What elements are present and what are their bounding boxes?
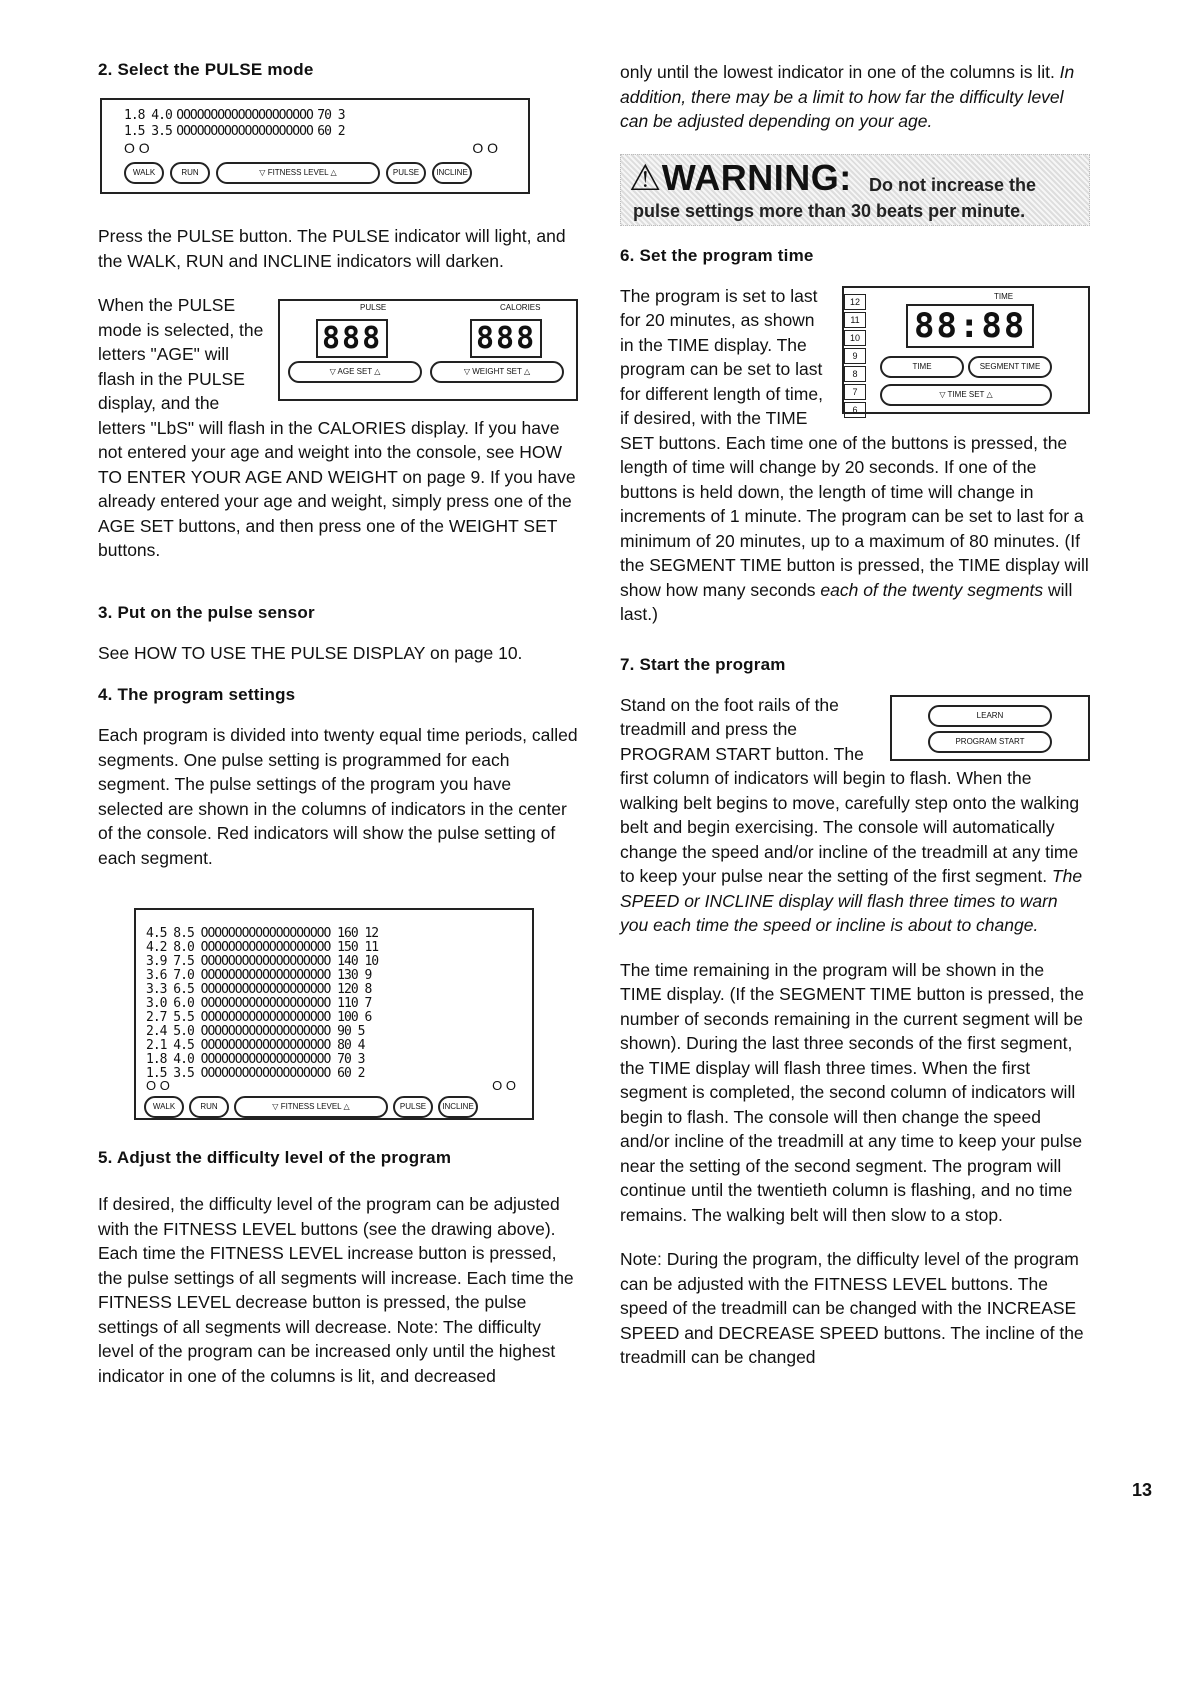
speed-label: 3.9 7.5: [146, 954, 194, 969]
paragraph: See HOW TO USE THE PULSE DISPLAY on page 10.: [98, 642, 523, 663]
indicator-row: [146, 938, 379, 955]
warning-title: ⚠WARNING:: [629, 156, 852, 198]
pulse-label: 60 2: [337, 1066, 365, 1081]
page-number: 13: [1132, 1480, 1153, 1500]
indicator-row: [146, 1036, 378, 1053]
mode-indicators: O O: [146, 1078, 170, 1093]
indicator-row: [146, 1022, 378, 1039]
pulse-label: 120 8: [337, 982, 372, 997]
speed-label: 2.4 5.0: [146, 1024, 194, 1039]
warning-box: [620, 154, 1090, 226]
indicator-row: [146, 924, 379, 941]
time-display-label: TIME: [994, 291, 1014, 301]
level-number: 10: [844, 330, 866, 346]
indicator-leds: OOOOOOOOOOOOOOOOOOO: [193, 1052, 338, 1067]
mode-indicators-right: O O: [472, 140, 498, 156]
indicator-row: [146, 980, 378, 997]
triangle-down-icon: ▽: [272, 1102, 279, 1111]
time-digits: 88:88: [906, 304, 1034, 348]
time-set-button[interactable]: ▽ TIME SET △: [880, 384, 1052, 406]
speed-label: 1.5 3.5: [146, 1066, 194, 1081]
indicator-leds: OOOOOOOOOOOOOOOOOOO: [193, 1066, 338, 1081]
calories-display-label: CALORIES: [500, 303, 541, 312]
pulse-label: 90 5: [337, 1024, 365, 1039]
indicator-grid: [146, 924, 379, 1081]
pulse-label: 130 9: [337, 968, 372, 983]
walk-button[interactable]: WALK: [124, 162, 164, 184]
paragraph: only until the lowest indicator in one of the columns is lit. In addition, there may be a limit to how far the difficulty level can be adjusted depending on your age.: [620, 62, 1075, 131]
paragraph: Note: During the program, the difficulty level of the program can be adjusted with the FITNESS LEVEL buttons. The speed of the treadmill can be changed with the INCREASE SPEED and DECREASE SPEED buttons. The incline of the treadmill can be changed: [620, 1249, 1084, 1367]
incline-button[interactable]: INCLINE: [438, 1096, 478, 1118]
paragraph: Each program is divided into twenty equal time periods, called segments. One pulse setting is programmed for each segment. The pulse settings of the program you have selected are shown in the columns of indicators in the center of the console. Red indicators will show the pulse setting of each segment.: [98, 725, 578, 868]
level-scale: [844, 294, 866, 420]
indicator-leds: OOOOOOOOOOOOOOOOOOO: [193, 954, 338, 969]
pulse-label: 80 4: [337, 1038, 365, 1053]
paragraph: When the PULSE mode is selected, the letters "AGE" will flash in the PULSE display, and the letters "LbS" will flash in the CALORIES display. If you have not entered your age and weight into the console, see HOW TO ENTER YOUR AGE AND WEIGHT on page 9. If you have already entered your age and weight, simply press one of the AGE SET buttons, and then press one of the WEIGHT SET buttons.: [98, 295, 576, 560]
weight-set-button[interactable]: ▽ WEIGHT SET △: [430, 361, 564, 383]
warning-text: pulse settings more than 30 beats per minute.: [633, 200, 1026, 221]
speed-label: 4.5 8.5: [146, 926, 194, 941]
indicator-row: [146, 1064, 378, 1081]
indicator-row: [146, 994, 378, 1011]
time-display-illustration: [842, 286, 1090, 414]
speed-label: 1.8 4.0: [124, 108, 172, 123]
program-start-button[interactable]: PROGRAM START: [928, 731, 1052, 753]
triangle-up-icon: △: [343, 1102, 350, 1111]
indicator-leds: OOOOOOOOOOOOOOOOOOO: [193, 926, 338, 941]
paragraph: The time remaining in the program will be shown in the TIME display. (If the SEGMENT TIME button is pressed, the number of seconds remaining in the current segment will be shown). During the last three seconds of the first segment, the TIME display will flash three times. When the first segment is completed, the second column of indicators will begin to flash. The console will then change the speed and/or incline of the treadmill at any time to keep your pulse near the setting of the second segment. The program will continue until the twentieth column is flashing, and no time remains. The walking belt will then slow to a stop.: [620, 959, 1084, 1225]
indicator-leds: OOOOOOOOOOOOOOOOOOOO: [176, 124, 313, 139]
paragraph: Stand on the foot rails of the treadmill and press the PROGRAM START button. The first column of indicators will begin to flash. When the walking belt begins to move, carefully step onto the walking belt and begin exercising. The console will automatically change the speed and/or incline of the treadmill at any time to keep your pulse near the setting of the first segment. The SPEED or INCLINE display will flash three times to warn you each time the speed or incline is about to change.: [620, 694, 1083, 935]
indicator-leds: OOOOOOOOOOOOOOOOOOO: [193, 968, 338, 983]
calories-digits: 888: [470, 319, 542, 358]
segment-time-button[interactable]: SEGMENT TIME: [968, 356, 1052, 378]
pulse-label: 140 10: [337, 954, 379, 969]
section-heading-select-pulse: 2. Select the PULSE mode: [98, 60, 314, 79]
incline-button[interactable]: INCLINE: [432, 162, 472, 184]
fitness-level-button[interactable]: ▽ FITNESS LEVEL △: [216, 162, 380, 184]
speed-label: 2.1 4.5: [146, 1038, 194, 1053]
speed-label: 1.8 4.0: [146, 1052, 194, 1067]
pulse-button[interactable]: PULSE: [393, 1096, 433, 1118]
mode-indicators-right: O O: [492, 1078, 516, 1093]
mode-indicators: O O: [124, 140, 150, 156]
fitness-level-button[interactable]: ▽ FITNESS LEVEL △: [234, 1096, 388, 1118]
level-number: 7: [844, 384, 866, 400]
speed-label: 3.3 6.5: [146, 982, 194, 997]
level-number: 9: [844, 348, 866, 364]
paragraph: If desired, the difficulty level of the program can be adjusted with the FITNESS LEVEL buttons (see the drawing above). Each time the FITNESS LEVEL increase button is pressed, the pulse settings of all segments will increase. Each time the FITNESS LEVEL decrease button is pressed, the pulse settings of all segments will decrease. Note: The difficulty level of the program can be increased only until the highest indicator in one of the columns is lit, and decreased: [98, 1194, 574, 1386]
triangle-up-icon: △: [330, 168, 337, 177]
left-column: [98, 60, 578, 1408]
warning-icon: ⚠: [629, 156, 662, 198]
section-heading-adjust-difficulty: 5. Adjust the difficulty level of the program: [98, 1148, 452, 1167]
section-heading-program-time: 6. Set the program time: [620, 245, 814, 265]
indicator-leds: OOOOOOOOOOOOOOOOOOO: [193, 940, 338, 955]
pulse-label: 100 6: [337, 1010, 372, 1025]
pulse-label: 70 3: [317, 108, 345, 123]
pulse-calories-display-illustration: [278, 299, 578, 401]
pulse-label: 110 7: [337, 996, 372, 1011]
indicator-row: [146, 966, 378, 983]
speed-label: 1.5 3.5: [124, 124, 172, 139]
run-button[interactable]: RUN: [170, 162, 210, 184]
indicator-row: [146, 952, 379, 969]
level-number: 8: [844, 366, 866, 382]
indicator-leds: OOOOOOOOOOOOOOOOOOO: [193, 1024, 338, 1039]
pulse-display-label: PULSE: [360, 303, 387, 312]
speed-label: 3.0 6.0: [146, 996, 194, 1011]
pulse-label: 60 2: [317, 124, 345, 139]
speed-label: 2.7 5.5: [146, 1010, 194, 1025]
console-illustration-large: [134, 908, 534, 1120]
pulse-button[interactable]: PULSE: [386, 162, 426, 184]
indicator-leds: OOOOOOOOOOOOOOOOOOO: [193, 1010, 338, 1025]
level-number: 12: [844, 294, 866, 310]
pulse-label: 160 12: [337, 926, 379, 941]
pulse-label: 70 3: [337, 1052, 365, 1067]
speed-label: 4.2 8.0: [146, 940, 194, 955]
level-number: 11: [844, 312, 866, 328]
right-column: [620, 60, 1090, 1390]
indicator-row: [146, 1008, 378, 1025]
pulse-digits: 888: [316, 319, 388, 358]
indicator-leds: OOOOOOOOOOOOOOOOOOO: [193, 996, 338, 1011]
section-heading-start-program: 7. Start the program: [620, 654, 786, 674]
warning-text: Do not increase the: [869, 174, 1037, 195]
speed-label: 3.6 7.0: [146, 968, 194, 983]
triangle-down-icon: ▽: [259, 168, 266, 177]
level-number: 6: [844, 402, 866, 418]
section-heading-pulse-sensor: 3. Put on the pulse sensor: [98, 602, 315, 622]
indicator-row: [124, 122, 524, 140]
indicator-leds: OOOOOOOOOOOOOOOOOOOO: [176, 108, 313, 123]
pulse-label: 150 11: [337, 940, 379, 955]
time-button[interactable]: TIME: [880, 356, 964, 378]
learn-button[interactable]: LEARN: [928, 705, 1052, 727]
paragraph: The program is set to last for 20 minutes, as shown in the TIME display. The program can be set to last for different length of time, if desired, with the TIME SET buttons. Each time one of the buttons is pressed, the length of time will change by 20 seconds. If one of the buttons is held down, the length of time will change in increments of 1 minute. The program can be set to last for a minimum of 20 minutes, up to a maximum of 80 minutes. (If the SEGMENT TIME button is pressed, the TIME display will show how many seconds each of the twenty segments will last.): [620, 285, 1089, 624]
section-heading-program-settings: 4. The program settings: [98, 685, 296, 704]
paragraph: Press the PULSE button. The PULSE indicator will light, and the WALK, RUN and INCLINE indicators will darken.: [98, 226, 566, 271]
run-button[interactable]: RUN: [189, 1096, 229, 1118]
walk-button[interactable]: WALK: [144, 1096, 184, 1118]
indicator-leds: OOOOOOOOOOOOOOOOOOO: [193, 982, 338, 997]
program-start-illustration: [890, 695, 1090, 761]
indicator-row: [146, 1050, 378, 1067]
age-set-button[interactable]: ▽ AGE SET △: [288, 361, 422, 383]
indicator-leds: OOOOOOOOOOOOOOOOOOO: [193, 1038, 338, 1053]
console-illustration-small: [100, 98, 530, 194]
